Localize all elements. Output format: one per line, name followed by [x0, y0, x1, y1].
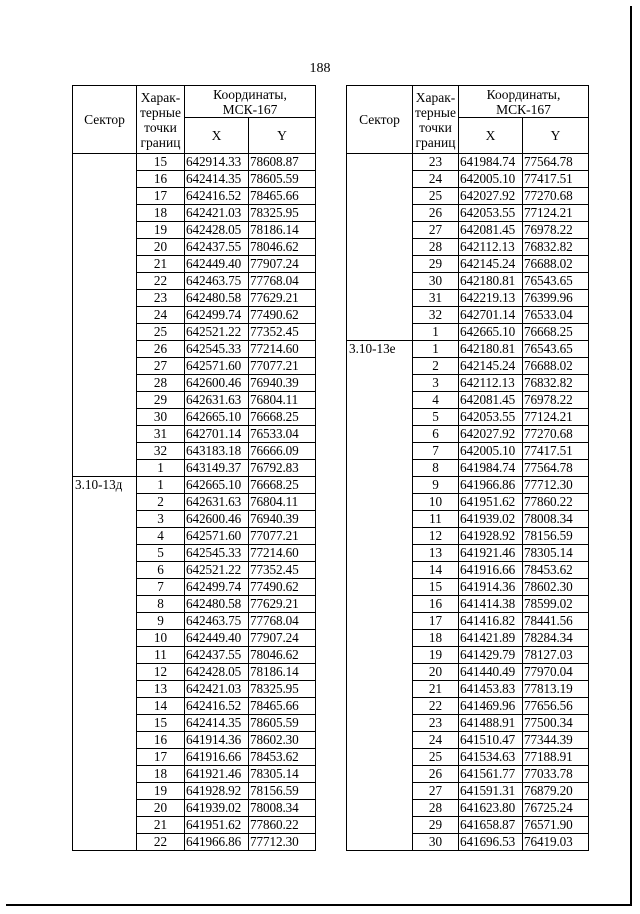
point-cell: 5	[413, 409, 459, 426]
sector-cell	[73, 154, 137, 477]
point-cell: 24	[137, 307, 185, 324]
point-cell: 12	[413, 528, 459, 545]
y-cell: 76571.90	[523, 817, 589, 834]
header-x: X	[185, 118, 249, 154]
point-cell: 3	[413, 375, 459, 392]
y-cell: 77077.21	[249, 358, 316, 375]
y-cell: 78046.62	[249, 239, 316, 256]
point-cell: 20	[413, 664, 459, 681]
point-cell: 32	[137, 443, 185, 460]
point-cell: 16	[413, 596, 459, 613]
y-cell: 78602.30	[523, 579, 589, 596]
y-cell: 77629.21	[249, 596, 316, 613]
y-cell: 76879.20	[523, 783, 589, 800]
x-cell: 642463.75	[185, 613, 249, 630]
point-cell: 27	[137, 358, 185, 375]
header-points: Харак- терные точки границ	[413, 86, 459, 154]
x-cell: 642081.45	[459, 392, 523, 409]
x-cell: 642600.46	[185, 511, 249, 528]
y-cell: 78605.59	[249, 715, 316, 732]
y-cell: 76543.65	[523, 341, 589, 358]
y-cell: 76668.25	[249, 477, 316, 494]
y-cell: 77344.39	[523, 732, 589, 749]
x-cell: 642914.33	[185, 154, 249, 171]
point-cell: 23	[137, 290, 185, 307]
point-cell: 14	[137, 698, 185, 715]
x-cell: 642665.10	[459, 324, 523, 341]
point-cell: 16	[137, 732, 185, 749]
y-cell: 78305.14	[523, 545, 589, 562]
point-cell: 29	[413, 256, 459, 273]
x-cell: 642480.58	[185, 290, 249, 307]
x-cell: 642112.13	[459, 239, 523, 256]
x-cell: 642414.35	[185, 171, 249, 188]
table-row	[73, 477, 316, 494]
x-cell: 642437.55	[185, 239, 249, 256]
y-cell: 76804.11	[249, 392, 316, 409]
y-cell: 77214.60	[249, 545, 316, 562]
y-cell: 76688.02	[523, 256, 589, 273]
x-cell: 641928.92	[459, 528, 523, 545]
x-cell: 641561.77	[459, 766, 523, 783]
x-cell: 641696.53	[459, 834, 523, 851]
point-cell: 19	[413, 647, 459, 664]
header-x: X	[459, 118, 523, 154]
x-cell: 642027.92	[459, 188, 523, 205]
x-cell: 642145.24	[459, 256, 523, 273]
y-cell: 77270.68	[523, 188, 589, 205]
point-cell: 24	[413, 732, 459, 749]
x-cell: 642571.60	[185, 528, 249, 545]
y-cell: 77352.45	[249, 324, 316, 341]
point-cell: 27	[413, 222, 459, 239]
y-cell: 77860.22	[249, 817, 316, 834]
point-cell: 24	[413, 171, 459, 188]
point-cell: 7	[413, 443, 459, 460]
y-cell: 77077.21	[249, 528, 316, 545]
point-cell: 29	[137, 392, 185, 409]
y-cell: 76725.24	[523, 800, 589, 817]
point-cell: 16	[137, 171, 185, 188]
x-cell: 642219.13	[459, 290, 523, 307]
x-cell: 642112.13	[459, 375, 523, 392]
point-cell: 2	[137, 494, 185, 511]
point-cell: 8	[137, 596, 185, 613]
point-cell: 23	[413, 154, 459, 171]
y-cell: 78325.95	[249, 681, 316, 698]
y-cell: 78008.34	[523, 511, 589, 528]
x-cell: 641414.38	[459, 596, 523, 613]
x-cell: 641453.83	[459, 681, 523, 698]
x-cell: 642571.60	[185, 358, 249, 375]
y-cell: 77970.04	[523, 664, 589, 681]
y-cell: 77124.21	[523, 409, 589, 426]
point-cell: 3	[137, 511, 185, 528]
x-cell: 641914.36	[459, 579, 523, 596]
header-points: Харак- терные точки границ	[137, 86, 185, 154]
table-row	[73, 154, 316, 171]
header-y: Y	[249, 118, 316, 154]
x-cell: 641510.47	[459, 732, 523, 749]
x-cell: 642428.05	[185, 664, 249, 681]
x-cell: 642449.40	[185, 256, 249, 273]
point-cell: 28	[413, 239, 459, 256]
x-cell: 641440.49	[459, 664, 523, 681]
y-cell: 76832.82	[523, 239, 589, 256]
point-cell: 19	[137, 222, 185, 239]
y-cell: 78156.59	[523, 528, 589, 545]
x-cell: 642027.92	[459, 426, 523, 443]
x-cell: 641488.91	[459, 715, 523, 732]
point-cell: 21	[413, 681, 459, 698]
y-cell: 77813.19	[523, 681, 589, 698]
x-cell: 642463.75	[185, 273, 249, 290]
point-cell: 1	[137, 460, 185, 477]
x-cell: 641416.82	[459, 613, 523, 630]
point-cell: 1	[413, 341, 459, 358]
table-body-right	[347, 154, 589, 851]
x-cell: 642600.46	[185, 375, 249, 392]
x-cell: 641939.02	[459, 511, 523, 528]
x-cell: 642480.58	[185, 596, 249, 613]
y-cell: 78127.03	[523, 647, 589, 664]
table-row	[347, 154, 589, 171]
point-cell: 21	[137, 256, 185, 273]
point-cell: 4	[137, 528, 185, 545]
x-cell: 642631.63	[185, 494, 249, 511]
x-cell: 642414.35	[185, 715, 249, 732]
x-cell: 641658.87	[459, 817, 523, 834]
x-cell: 642499.74	[185, 579, 249, 596]
point-cell: 26	[137, 341, 185, 358]
point-cell: 13	[137, 681, 185, 698]
y-cell: 78008.34	[249, 800, 316, 817]
x-cell: 642053.55	[459, 205, 523, 222]
y-cell: 78325.95	[249, 205, 316, 222]
x-cell: 642545.33	[185, 545, 249, 562]
table-body-left	[73, 154, 316, 851]
page-number: 188	[309, 61, 331, 76]
point-cell: 32	[413, 307, 459, 324]
point-cell: 11	[137, 647, 185, 664]
point-cell: 9	[413, 477, 459, 494]
point-cell: 15	[413, 579, 459, 596]
x-cell: 641966.86	[459, 477, 523, 494]
point-cell: 25	[137, 324, 185, 341]
y-cell: 77352.45	[249, 562, 316, 579]
y-cell: 77417.51	[523, 171, 589, 188]
y-cell: 78599.02	[523, 596, 589, 613]
y-cell: 77490.62	[249, 307, 316, 324]
point-cell: 12	[137, 664, 185, 681]
point-cell: 22	[137, 273, 185, 290]
point-cell: 10	[413, 494, 459, 511]
sector-cell: 3.10-13е	[347, 341, 413, 851]
header-coords: Координаты, МСК-167	[185, 86, 316, 118]
x-cell: 641534.63	[459, 749, 523, 766]
y-cell: 76688.02	[523, 358, 589, 375]
x-cell: 642416.52	[185, 188, 249, 205]
header-y: Y	[523, 118, 589, 154]
x-cell: 642180.81	[459, 341, 523, 358]
x-cell: 641916.66	[185, 749, 249, 766]
point-cell: 22	[413, 698, 459, 715]
x-cell: 641984.74	[459, 154, 523, 171]
y-cell: 77768.04	[249, 273, 316, 290]
coordinates-table-right	[346, 85, 589, 851]
y-cell: 76533.04	[249, 426, 316, 443]
header-sector: Сектор	[73, 86, 137, 154]
point-cell: 1	[137, 477, 185, 494]
point-cell: 20	[137, 239, 185, 256]
x-cell: 641928.92	[185, 783, 249, 800]
x-cell: 642145.24	[459, 358, 523, 375]
y-cell: 77860.22	[523, 494, 589, 511]
x-cell: 641916.66	[459, 562, 523, 579]
x-cell: 642437.55	[185, 647, 249, 664]
x-cell: 642005.10	[459, 171, 523, 188]
x-cell: 641469.96	[459, 698, 523, 715]
x-cell: 642545.33	[185, 341, 249, 358]
y-cell: 76666.09	[249, 443, 316, 460]
x-cell: 642665.10	[185, 477, 249, 494]
y-cell: 77629.21	[249, 290, 316, 307]
point-cell: 30	[413, 273, 459, 290]
y-cell: 76399.96	[523, 290, 589, 307]
x-cell: 642005.10	[459, 443, 523, 460]
y-cell: 76940.39	[249, 511, 316, 528]
y-cell: 78608.87	[249, 154, 316, 171]
y-cell: 76668.25	[249, 409, 316, 426]
y-cell: 77907.24	[249, 630, 316, 647]
y-cell: 76832.82	[523, 375, 589, 392]
header-sector: Сектор	[347, 86, 413, 154]
point-cell: 28	[137, 375, 185, 392]
x-cell: 641966.86	[185, 834, 249, 851]
point-cell: 15	[137, 715, 185, 732]
y-cell: 76533.04	[523, 307, 589, 324]
x-cell: 641921.46	[459, 545, 523, 562]
point-cell: 31	[137, 426, 185, 443]
x-cell: 642665.10	[185, 409, 249, 426]
y-cell: 77490.62	[249, 579, 316, 596]
sector-cell: 3.10-13д	[73, 477, 137, 851]
y-cell: 78465.66	[249, 188, 316, 205]
y-cell: 78441.56	[523, 613, 589, 630]
point-cell: 2	[413, 358, 459, 375]
y-cell: 77712.30	[249, 834, 316, 851]
x-cell: 641591.31	[459, 783, 523, 800]
x-cell: 642180.81	[459, 273, 523, 290]
point-cell: 9	[137, 613, 185, 630]
y-cell: 77188.91	[523, 749, 589, 766]
x-cell: 642421.03	[185, 205, 249, 222]
point-cell: 4	[413, 392, 459, 409]
point-cell: 7	[137, 579, 185, 596]
x-cell: 642053.55	[459, 409, 523, 426]
x-cell: 641939.02	[185, 800, 249, 817]
x-cell: 643183.18	[185, 443, 249, 460]
y-cell: 76978.22	[523, 392, 589, 409]
x-cell: 641921.46	[185, 766, 249, 783]
y-cell: 76978.22	[523, 222, 589, 239]
x-cell: 641984.74	[459, 460, 523, 477]
point-cell: 18	[137, 205, 185, 222]
point-cell: 1	[413, 324, 459, 341]
y-cell: 77907.24	[249, 256, 316, 273]
y-cell: 76543.65	[523, 273, 589, 290]
point-cell: 18	[137, 766, 185, 783]
point-cell: 26	[413, 205, 459, 222]
point-cell: 30	[137, 409, 185, 426]
x-cell: 641914.36	[185, 732, 249, 749]
point-cell: 10	[137, 630, 185, 647]
x-cell: 642421.03	[185, 681, 249, 698]
y-cell: 76419.03	[523, 834, 589, 851]
x-cell: 642701.14	[185, 426, 249, 443]
point-cell: 15	[137, 154, 185, 171]
point-cell: 18	[413, 630, 459, 647]
y-cell: 76940.39	[249, 375, 316, 392]
point-cell: 28	[413, 800, 459, 817]
y-cell: 78453.62	[249, 749, 316, 766]
x-cell: 642428.05	[185, 222, 249, 239]
y-cell: 77712.30	[523, 477, 589, 494]
y-cell: 78186.14	[249, 664, 316, 681]
x-cell: 641623.80	[459, 800, 523, 817]
y-cell: 77417.51	[523, 443, 589, 460]
x-cell: 642499.74	[185, 307, 249, 324]
y-cell: 78046.62	[249, 647, 316, 664]
y-cell: 77270.68	[523, 426, 589, 443]
y-cell: 77214.60	[249, 341, 316, 358]
point-cell: 5	[137, 545, 185, 562]
y-cell: 77564.78	[523, 154, 589, 171]
point-cell: 17	[413, 613, 459, 630]
sector-cell	[347, 154, 413, 341]
point-cell: 30	[413, 834, 459, 851]
y-cell: 78156.59	[249, 783, 316, 800]
point-cell: 31	[413, 290, 459, 307]
header-coords: Координаты, МСК-167	[459, 86, 589, 118]
y-cell: 78453.62	[523, 562, 589, 579]
x-cell: 642521.22	[185, 562, 249, 579]
y-cell: 76804.11	[249, 494, 316, 511]
x-cell: 642416.52	[185, 698, 249, 715]
y-cell: 76668.25	[523, 324, 589, 341]
x-cell: 641429.79	[459, 647, 523, 664]
y-cell: 77124.21	[523, 205, 589, 222]
point-cell: 21	[137, 817, 185, 834]
y-cell: 78602.30	[249, 732, 316, 749]
point-cell: 8	[413, 460, 459, 477]
x-cell: 642449.40	[185, 630, 249, 647]
point-cell: 17	[137, 188, 185, 205]
y-cell: 77656.56	[523, 698, 589, 715]
point-cell: 19	[137, 783, 185, 800]
x-cell: 641951.62	[459, 494, 523, 511]
y-cell: 77564.78	[523, 460, 589, 477]
point-cell: 20	[137, 800, 185, 817]
point-cell: 6	[413, 426, 459, 443]
x-cell: 642701.14	[459, 307, 523, 324]
point-cell: 25	[413, 188, 459, 205]
point-cell: 14	[413, 562, 459, 579]
point-cell: 27	[413, 783, 459, 800]
x-cell: 642631.63	[185, 392, 249, 409]
x-cell: 641421.89	[459, 630, 523, 647]
point-cell: 17	[137, 749, 185, 766]
point-cell: 25	[413, 749, 459, 766]
y-cell: 78186.14	[249, 222, 316, 239]
y-cell: 76792.83	[249, 460, 316, 477]
point-cell: 29	[413, 817, 459, 834]
point-cell: 23	[413, 715, 459, 732]
y-cell: 78284.34	[523, 630, 589, 647]
point-cell: 6	[137, 562, 185, 579]
y-cell: 78465.66	[249, 698, 316, 715]
coordinates-table-left	[72, 85, 316, 851]
x-cell: 641951.62	[185, 817, 249, 834]
table-row	[347, 341, 589, 358]
x-cell: 642081.45	[459, 222, 523, 239]
point-cell: 26	[413, 766, 459, 783]
x-cell: 643149.37	[185, 460, 249, 477]
y-cell: 78605.59	[249, 171, 316, 188]
y-cell: 77033.78	[523, 766, 589, 783]
point-cell: 11	[413, 511, 459, 528]
y-cell: 77500.34	[523, 715, 589, 732]
x-cell: 642521.22	[185, 324, 249, 341]
y-cell: 78305.14	[249, 766, 316, 783]
point-cell: 13	[413, 545, 459, 562]
y-cell: 77768.04	[249, 613, 316, 630]
point-cell: 22	[137, 834, 185, 851]
